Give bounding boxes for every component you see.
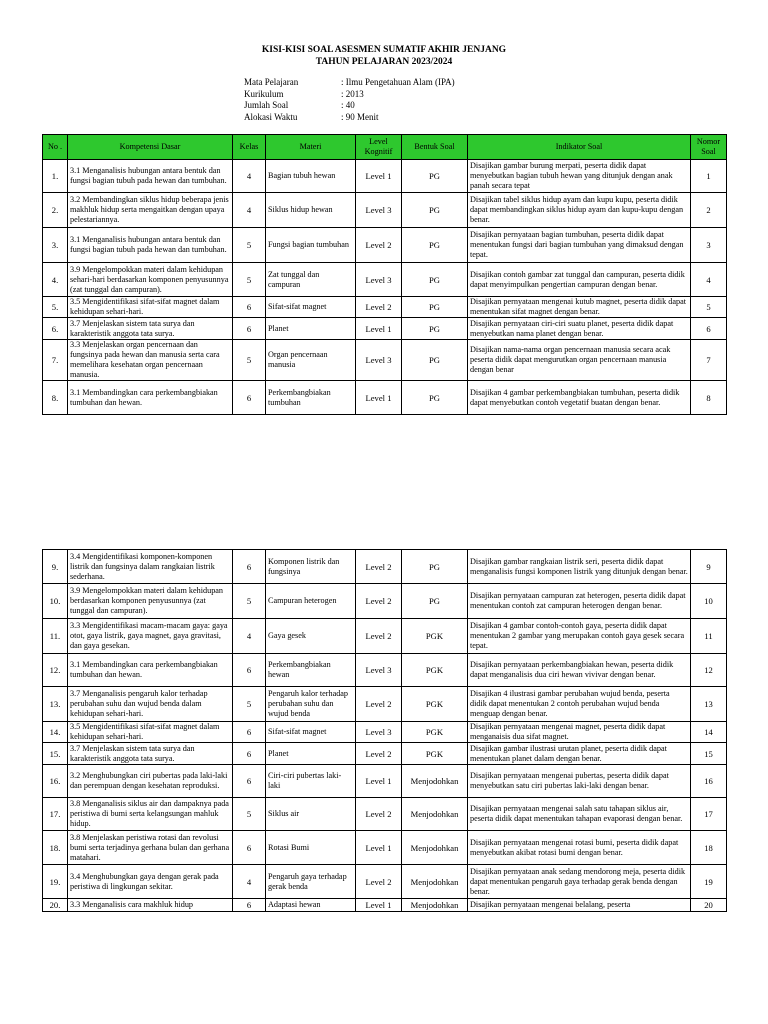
cell-kd: 3.1 Menganalisis hubungan antara bentuk dan fungsi bagian tubuh pada hewan dan tumbuhan. <box>68 160 233 193</box>
cell-kelas: 6 <box>233 831 266 865</box>
cell-indikator: Disajikan tabel siklus hidup ayam dan kupu kupu, peserta didik dapat membandingkan siklus hidup ayam dan kupu-kupu dengan benar. <box>468 193 691 228</box>
cell-bentuk: PG <box>402 584 468 619</box>
cell-kelas: 6 <box>233 318 266 340</box>
cell-materi: Siklus air <box>266 798 356 831</box>
table-row <box>43 228 727 263</box>
table-row <box>43 831 727 865</box>
cell-nomor: 14 <box>691 722 727 743</box>
cell-materi: Gaya gesek <box>266 619 356 654</box>
cell-bentuk: PG <box>402 318 468 340</box>
meta-key: Mata Pelajaran <box>244 77 299 87</box>
cell-no: 2. <box>43 193 68 228</box>
cell-bentuk: Menjodohkan <box>402 899 468 912</box>
cell-kd: 3.4 Mengidentifikasi komponen-komponen listrik dan fungsinya dalam rangkaian listrik sederhana. <box>68 550 233 584</box>
cell-kelas: 5 <box>233 263 266 297</box>
grid-table-page-1 <box>42 134 727 415</box>
meta-row-time <box>244 112 455 124</box>
cell-nomor: 11 <box>691 619 727 654</box>
cell-materi: Pengaruh gaya terhadap gerak benda <box>266 865 356 899</box>
cell-nomor: 15 <box>691 743 727 765</box>
cell-bentuk: PGK <box>402 619 468 654</box>
table-row <box>43 743 727 765</box>
cell-level: Level 2 <box>356 228 402 263</box>
cell-bentuk: PGK <box>402 743 468 765</box>
cell-indikator: Disajikan pernyataan mengenai salah satu tahapan siklus air, peserta didik dapat menentukan tahapan evaporasi dengan benar. <box>468 798 691 831</box>
cell-no: 7. <box>43 340 68 381</box>
cell-no: 5. <box>43 297 68 318</box>
cell-nomor: 17 <box>691 798 727 831</box>
table-row <box>43 381 727 415</box>
cell-nomor: 7 <box>691 340 727 381</box>
cell-materi: Planet <box>266 318 356 340</box>
header-no: No . <box>43 135 68 160</box>
cell-bentuk: Menjodohkan <box>402 865 468 899</box>
meta-key: Kurikulum <box>244 88 284 99</box>
cell-no: 18. <box>43 831 68 865</box>
cell-indikator: Disajikan pernyataan mengenai magnet, peserta didik dapat menganaisis dua sifat magnet. <box>468 722 691 743</box>
cell-kd: 3.5 Mengidentifikasi sifat-sifat magnet dalam kehidupan sehari-hari. <box>68 722 233 743</box>
meta-row-question-count <box>244 100 455 112</box>
cell-kelas: 5 <box>233 798 266 831</box>
header-kompetensi-dasar: Kompetensi Dasar <box>68 135 233 160</box>
cell-level: Level 1 <box>356 765 402 798</box>
cell-kd: 3.2 Membandingkan siklus hidup beberapa jenis makhluk hidup serta mengaitkan dengan upaya pelestariannya. <box>68 193 233 228</box>
cell-bentuk: PG <box>402 340 468 381</box>
cell-no: 13. <box>43 687 68 722</box>
cell-no: 14. <box>43 722 68 743</box>
cell-indikator: Disajikan pernyataan mengenai kutub magnet, peserta didik dapat menentukan sifat magnet dengan benar. <box>468 297 691 318</box>
cell-kelas: 6 <box>233 654 266 687</box>
cell-bentuk: PG <box>402 193 468 228</box>
cell-kelas: 5 <box>233 584 266 619</box>
cell-kd: 3.1 Menganalisis hubungan antara bentuk dan fungsi bagian tubuh pada hewan dan tumbuhan. <box>68 228 233 263</box>
document-subtitle: TAHUN PELAJARAN 2023/2024 <box>315 57 453 67</box>
cell-level: Level 1 <box>356 381 402 415</box>
cell-materi: Zat tunggal dan campuran <box>266 263 356 297</box>
cell-materi: Organ pencernaan manusia <box>266 340 356 381</box>
cell-level: Level 1 <box>356 160 402 193</box>
cell-kelas: 6 <box>233 743 266 765</box>
cell-nomor: 8 <box>691 381 727 415</box>
meta-value: : 90 Menit <box>341 111 379 122</box>
cell-nomor: 18 <box>691 831 727 865</box>
header-materi: Materi <box>266 135 356 160</box>
table-row <box>43 765 727 798</box>
cell-nomor: 19 <box>691 865 727 899</box>
cell-nomor: 13 <box>691 687 727 722</box>
cell-no: 9. <box>43 550 68 584</box>
cell-kelas: 6 <box>233 381 266 415</box>
cell-materi: Siklus hidup hewan <box>266 193 356 228</box>
cell-indikator: Disajikan 4 gambar contoh-contoh gaya, peserta didik dapat menentukan 2 gambar yang merupakan contoh gaya gesek secara tepat. <box>468 619 691 654</box>
cell-materi: Rotasi Bumi <box>266 831 356 865</box>
cell-level: Level 3 <box>356 654 402 687</box>
cell-materi: Perkembangbiakan hewan <box>266 654 356 687</box>
cell-level: Level 2 <box>356 550 402 584</box>
meta-row-subject <box>244 77 455 89</box>
cell-materi: Planet <box>266 743 356 765</box>
cell-kd: 3.4 Menghubungkan gaya dengan gerak pada peristiwa di lingkungan sekitar. <box>68 865 233 899</box>
cell-no: 19. <box>43 865 68 899</box>
cell-kelas: 4 <box>233 865 266 899</box>
cell-no: 11. <box>43 619 68 654</box>
cell-no: 8. <box>43 381 68 415</box>
header-bentuk-soal: Bentuk Soal <box>402 135 468 160</box>
cell-indikator: Disajikan pernyataan bagian tumbuhan, peserta didik dapat menentukan fungsi dari bagian tumbuhan yang dimaksud dengan tepat. <box>468 228 691 263</box>
cell-nomor: 20 <box>691 899 727 912</box>
cell-kd: 3.3 Menjelaskan organ pencernaan dan fungsinya pada hewan dan manusia serta cara memelihara kesehatan organ pencernaan manusia. <box>68 340 233 381</box>
cell-kd: 3.9 Mengelompokkan materi dalam kehidupan sehari-hari berdasarkan komponen penyusunnya (zat tunggal dan campuran). <box>68 263 233 297</box>
cell-indikator: Disajikan gambar burung merpati, peserta didik dapat menyebutkan bagian tubuh hewan yang ditunjuk dengan anak panah secara tepat <box>468 160 691 193</box>
cell-level: Level 1 <box>356 899 402 912</box>
meta-value: : 40 <box>341 100 355 111</box>
cell-level: Level 2 <box>356 297 402 318</box>
cell-level: Level 3 <box>356 340 402 381</box>
cell-indikator: Disajikan 4 gambar perkembangbiakan tumbuhan, peserta didik dapat menyebutkan contoh vegetatif buatan dengan benar. <box>468 381 691 415</box>
cell-bentuk: PG <box>402 381 468 415</box>
table-row <box>43 263 727 297</box>
cell-level: Level 3 <box>356 263 402 297</box>
cell-bentuk: PG <box>402 263 468 297</box>
cell-kd: 3.7 Menjelaskan sistem tata surya dan karakteristik anggota tata surya. <box>68 318 233 340</box>
cell-no: 20. <box>43 899 68 912</box>
document-title: KISI-KISI SOAL ASESMEN SUMATIF AKHIR JENJANG <box>261 45 507 55</box>
table-row <box>43 160 727 193</box>
table-body-page-1 <box>43 160 727 415</box>
cell-bentuk: PG <box>402 550 468 584</box>
meta-key: Jumlah Soal <box>244 100 289 111</box>
cell-no: 15. <box>43 743 68 765</box>
table-header-row <box>43 135 727 160</box>
header-kelas: Kelas <box>233 135 266 160</box>
cell-bentuk: PG <box>402 228 468 263</box>
table-row <box>43 193 727 228</box>
cell-indikator: Disajikan pernyataan campuran zat heterogen, peserta didik dapat menentukan contoh zat campuran heterogen dengan benar. <box>468 584 691 619</box>
cell-level: Level 2 <box>356 743 402 765</box>
cell-no: 1. <box>43 160 68 193</box>
cell-kelas: 5 <box>233 228 266 263</box>
cell-level: Level 3 <box>356 193 402 228</box>
cell-materi: Perkembangbiakan tumbuhan <box>266 381 356 415</box>
table-row <box>43 550 727 584</box>
cell-nomor: 12 <box>691 654 727 687</box>
cell-kelas: 4 <box>233 619 266 654</box>
cell-indikator: Disajikan pernyataan anak sedang mendorong meja, peserta didik dapat menentukan pengaruh gaya terhadap gerak benda dengan benar. <box>468 865 691 899</box>
cell-kd: 3.8 Menganalisis siklus air dan dampaknya pada peristiwa di bumi serta kelangsungan mahluk hidup. <box>68 798 233 831</box>
cell-kd: 3.5 Mengidentifikasi sifat-sifat magnet dalam kehidupan sehari-hari. <box>68 297 233 318</box>
meta-row-curriculum <box>244 89 455 101</box>
cell-bentuk: PGK <box>402 722 468 743</box>
table-row <box>43 318 727 340</box>
cell-nomor: 3 <box>691 228 727 263</box>
cell-bentuk: PG <box>402 160 468 193</box>
cell-materi: Pengaruh kalor terhadap perubahan suhu dan wujud benda <box>266 687 356 722</box>
cell-nomor: 16 <box>691 765 727 798</box>
cell-kelas: 5 <box>233 340 266 381</box>
table-row <box>43 584 727 619</box>
table-row <box>43 654 727 687</box>
cell-no: 16. <box>43 765 68 798</box>
cell-no: 17. <box>43 798 68 831</box>
table-row <box>43 340 727 381</box>
cell-indikator: Disajikan pernyataan mengenai rotasi bumi, peserta didik dapat menyebutkan akibat rotasi bumi dengan benar. <box>468 831 691 865</box>
document-meta <box>244 77 455 123</box>
table-row <box>43 687 727 722</box>
cell-kd: 3.1 Membandingkan cara perkembangbiakan tumbuhan dan hewan. <box>68 654 233 687</box>
cell-no: 6. <box>43 318 68 340</box>
cell-no: 4. <box>43 263 68 297</box>
cell-level: Level 1 <box>356 318 402 340</box>
cell-indikator: Disajikan pernyataan mengenai belalang, peserta <box>468 899 691 912</box>
table-row <box>43 722 727 743</box>
cell-materi: Bagian tubuh hewan <box>266 160 356 193</box>
cell-indikator: Disajikan 4 ilustrasi gambar perubahan wujud benda, peserta didik dapat menentukan 2 contoh perubahan wujud benda menguap dengan benar. <box>468 687 691 722</box>
cell-no: 12. <box>43 654 68 687</box>
cell-kelas: 4 <box>233 160 266 193</box>
cell-kd: 3.7 Menganalisis pengaruh kalor terhadap perubahan suhu dan wujud benda dalam kehidupan sehari-hari. <box>68 687 233 722</box>
cell-indikator: Disajikan gambar ilustrasi urutan planet, peserta didik dapat menentukan planet dalam dengan benar. <box>468 743 691 765</box>
cell-nomor: 4 <box>691 263 727 297</box>
cell-kelas: 6 <box>233 722 266 743</box>
cell-bentuk: Menjodohkan <box>402 798 468 831</box>
grid-table-page-2 <box>42 549 727 912</box>
cell-bentuk: PGK <box>402 687 468 722</box>
meta-value: : 2013 <box>341 88 364 99</box>
cell-bentuk: PG <box>402 297 468 318</box>
cell-no: 10. <box>43 584 68 619</box>
cell-indikator: Disajikan nama-nama organ pencernaan manusia secara acak peserta didik dapat mengurutkan organ pencernaan manusia dengan benar <box>468 340 691 381</box>
table-row <box>43 798 727 831</box>
cell-kelas: 4 <box>233 193 266 228</box>
cell-level: Level 2 <box>356 865 402 899</box>
cell-materi: Komponen listrik dan fungsinya <box>266 550 356 584</box>
cell-no: 3. <box>43 228 68 263</box>
cell-kd: 3.3 Mengidentifikasi macam-macam gaya: gaya otot, gaya listrik, gaya magnet, gaya gravitasi, dan gaya gesekan. <box>68 619 233 654</box>
cell-nomor: 10 <box>691 584 727 619</box>
cell-level: Level 2 <box>356 584 402 619</box>
cell-nomor: 2 <box>691 193 727 228</box>
cell-materi: Sifat-sifat magnet <box>266 722 356 743</box>
meta-value: : Ilmu Pengetahuan Alam (IPA) <box>341 77 455 87</box>
cell-kd: 3.8 Menjelaskan peristiwa rotasi dan revolusi bumi serta terjadinya gerhana bulan dan gerhana matahari. <box>68 831 233 865</box>
cell-indikator: Disajikan gambar rangkaian listrik seri, peserta didik dapat menganalisis fungsi komponen listrik yang ditunjuk dengan benar. <box>468 550 691 584</box>
header-indikator-soal: Indikator Soal <box>468 135 691 160</box>
cell-kelas: 6 <box>233 765 266 798</box>
cell-materi: Fungsi bagian tumbuhan <box>266 228 356 263</box>
cell-nomor: 1 <box>691 160 727 193</box>
cell-indikator: Disajikan pernyataan mengenai pubertas, peserta didik dapat menyebutkan satu ciri pubertas laki-laki dengan benar. <box>468 765 691 798</box>
header-nomor-soal: Nomor Soal <box>691 135 727 160</box>
cell-indikator: Disajikan pernyataan ciri-ciri suatu planet, peserta didik dapat menyebutkan nama planet dengan benar. <box>468 318 691 340</box>
cell-materi: Adaptasi hewan <box>266 899 356 912</box>
cell-kelas: 6 <box>233 899 266 912</box>
table-row <box>43 619 727 654</box>
cell-materi: Campuran heterogen <box>266 584 356 619</box>
cell-nomor: 6 <box>691 318 727 340</box>
cell-kd: 3.7 Menjelaskan sistem tata surya dan karakteristik anggota tata surya. <box>68 743 233 765</box>
cell-level: Level 2 <box>356 619 402 654</box>
cell-kelas: 5 <box>233 687 266 722</box>
meta-key: Alokasi Waktu <box>244 111 298 122</box>
cell-kd: 3.2 Menghubungkan ciri pubertas pada laki-laki dan perempuan dengan kesehatan reproduksi. <box>68 765 233 798</box>
cell-indikator: Disajikan contoh gambar zat tunggal dan campuran, peserta didik dapat menyimpulkan pengertian campuran dengan benar. <box>468 263 691 297</box>
cell-bentuk: PGK <box>402 654 468 687</box>
cell-kelas: 6 <box>233 297 266 318</box>
cell-kd: 3.3 Menganalisis cara makhluk hidup <box>68 899 233 912</box>
cell-kelas: 6 <box>233 550 266 584</box>
header-level-kognitif: Level Kognitif <box>356 135 402 160</box>
table-row <box>43 297 727 318</box>
cell-materi: Ciri-ciri pubertas laki-laki <box>266 765 356 798</box>
cell-bentuk: Menjodohkan <box>402 831 468 865</box>
cell-nomor: 9 <box>691 550 727 584</box>
cell-kd: 3.9 Mengelompokkan materi dalam kehidupan berdasarkan komponen penyusunnya (zat tunggal dan campuran). <box>68 584 233 619</box>
cell-level: Level 2 <box>356 798 402 831</box>
cell-level: Level 2 <box>356 687 402 722</box>
table-body-page-2 <box>43 550 727 912</box>
cell-level: Level 1 <box>356 831 402 865</box>
cell-nomor: 5 <box>691 297 727 318</box>
cell-kd: 3.1 Membandingkan cara perkembangbiakan tumbuhan dan hewan. <box>68 381 233 415</box>
cell-materi: Sifat-sifat magnet <box>266 297 356 318</box>
cell-indikator: Disajikan pernyataan perkembangbiakan hewan, peserta didik dapat menganalisis dua ciri hewan vivivar dengan benar. <box>468 654 691 687</box>
table-row <box>43 899 727 912</box>
cell-bentuk: Menjodohkan <box>402 765 468 798</box>
table-row <box>43 865 727 899</box>
cell-level: Level 3 <box>356 722 402 743</box>
